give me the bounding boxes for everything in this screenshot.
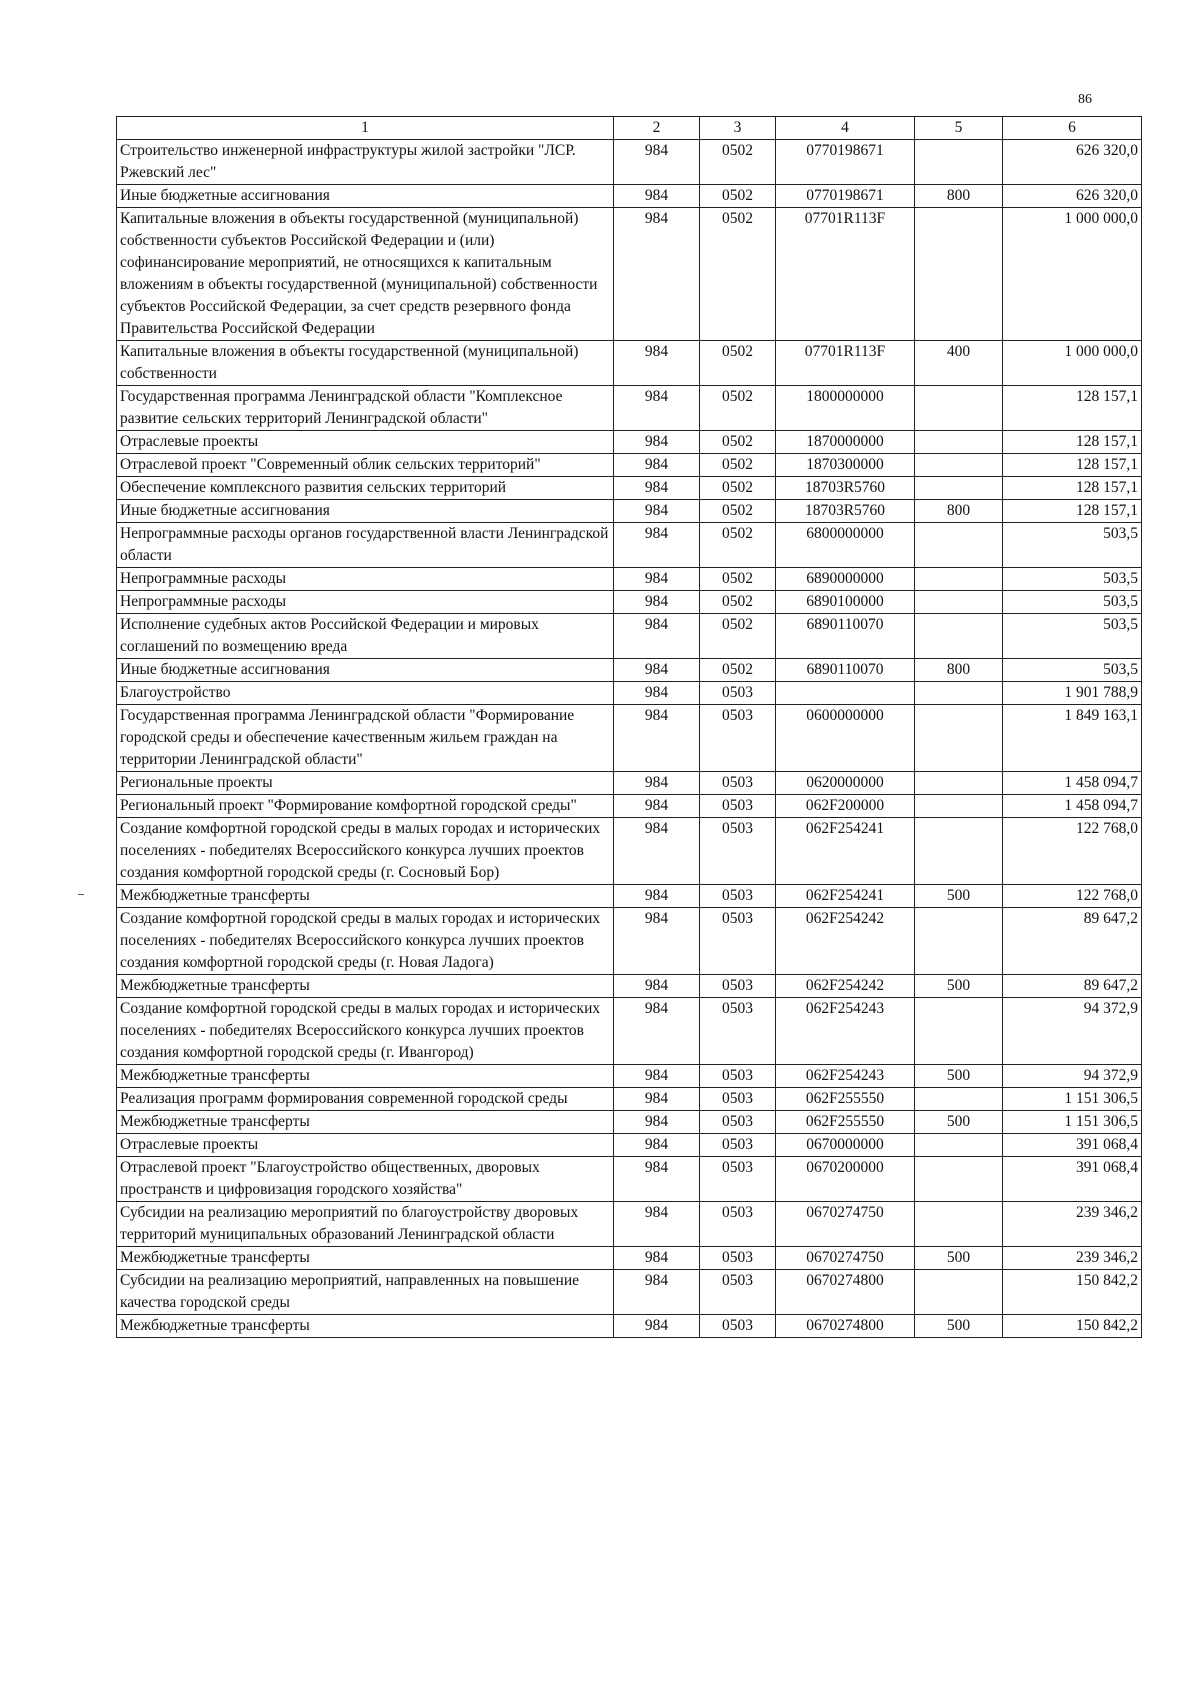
ministry-code-cell: 984 — [614, 614, 700, 659]
ministry-code-cell: 984 — [614, 818, 700, 885]
col-header: 6 — [1003, 117, 1142, 140]
section-code-cell: 0502 — [700, 185, 776, 208]
ministry-code-cell: 984 — [614, 908, 700, 975]
amount-cell: 128 157,1 — [1003, 431, 1142, 454]
amount-cell: 150 842,2 — [1003, 1315, 1142, 1338]
amount-cell: 128 157,1 — [1003, 454, 1142, 477]
section-code-cell: 0502 — [700, 454, 776, 477]
target-article-cell: 0670274750 — [776, 1202, 915, 1247]
expense-type-cell — [915, 908, 1003, 975]
target-article-cell: 07701R113F — [776, 208, 915, 341]
section-code-cell: 0503 — [700, 998, 776, 1065]
amount-cell: 391 068,4 — [1003, 1134, 1142, 1157]
table-row — [117, 1202, 1142, 1247]
table-row — [117, 772, 1142, 795]
table-row — [117, 1247, 1142, 1270]
table-row — [117, 1134, 1142, 1157]
section-code-cell: 0503 — [700, 682, 776, 705]
col-header: 5 — [915, 117, 1003, 140]
item-name-cell: Реализация программ формирования современной городской среды — [117, 1088, 614, 1111]
table-row — [117, 885, 1142, 908]
table-row — [117, 568, 1142, 591]
ministry-code-cell: 984 — [614, 1157, 700, 1202]
section-code-cell: 0503 — [700, 1088, 776, 1111]
amount-cell: 1 458 094,7 — [1003, 795, 1142, 818]
table-row — [117, 591, 1142, 614]
ministry-code-cell: 984 — [614, 185, 700, 208]
section-code-cell: 0503 — [700, 705, 776, 772]
col-header: 3 — [700, 117, 776, 140]
section-code-cell: 0502 — [700, 140, 776, 185]
amount-cell: 1 901 788,9 — [1003, 682, 1142, 705]
target-article-cell: 6800000000 — [776, 523, 915, 568]
table-row — [117, 341, 1142, 386]
table-row — [117, 140, 1142, 185]
target-article-cell: 062F200000 — [776, 795, 915, 818]
col-header: 4 — [776, 117, 915, 140]
amount-cell: 89 647,2 — [1003, 975, 1142, 998]
expense-type-cell — [915, 818, 1003, 885]
expense-type-cell — [915, 1270, 1003, 1315]
amount-cell: 239 346,2 — [1003, 1202, 1142, 1247]
section-code-cell: 0503 — [700, 885, 776, 908]
section-code-cell: 0502 — [700, 500, 776, 523]
item-name-cell: Иные бюджетные ассигнования — [117, 185, 614, 208]
target-article-cell: 0670274800 — [776, 1315, 915, 1338]
expense-type-cell — [915, 998, 1003, 1065]
item-name-cell: Исполнение судебных актов Российской Федерации и мировых соглашений по возмещению вреда — [117, 614, 614, 659]
amount-cell: 503,5 — [1003, 568, 1142, 591]
table-row — [117, 1157, 1142, 1202]
item-name-cell: Отраслевой проект "Благоустройство общественных, дворовых пространств и цифровизация городского хозяйства" — [117, 1157, 614, 1202]
expense-type-cell: 800 — [915, 185, 1003, 208]
amount-cell: 94 372,9 — [1003, 1065, 1142, 1088]
section-code-cell: 0503 — [700, 1065, 776, 1088]
page-number: 86 — [1078, 92, 1092, 107]
target-article-cell: 062F254242 — [776, 975, 915, 998]
section-code-cell: 0502 — [700, 614, 776, 659]
expense-type-cell — [915, 431, 1003, 454]
section-code-cell: 0502 — [700, 568, 776, 591]
amount-cell: 503,5 — [1003, 523, 1142, 568]
expense-type-cell — [915, 477, 1003, 500]
table-body — [117, 140, 1142, 1338]
item-name-cell: Субсидии на реализацию мероприятий по благоустройству дворовых территорий муниципальных образований Ленинградской области — [117, 1202, 614, 1247]
expense-type-cell — [915, 523, 1003, 568]
amount-cell: 626 320,0 — [1003, 140, 1142, 185]
table-row — [117, 185, 1142, 208]
target-article-cell: 07701R113F — [776, 341, 915, 386]
target-article-cell: 062F254243 — [776, 1065, 915, 1088]
ministry-code-cell: 984 — [614, 1202, 700, 1247]
amount-cell: 128 157,1 — [1003, 500, 1142, 523]
item-name-cell: Государственная программа Ленинградской области "Комплексное развитие сельских территорий Ленинградской области" — [117, 386, 614, 431]
ministry-code-cell: 984 — [614, 772, 700, 795]
target-article-cell: 6890110070 — [776, 659, 915, 682]
item-name-cell: Капитальные вложения в объекты государственной (муниципальной) собственности — [117, 341, 614, 386]
ministry-code-cell: 984 — [614, 500, 700, 523]
ministry-code-cell: 984 — [614, 659, 700, 682]
section-code-cell: 0503 — [700, 1247, 776, 1270]
section-code-cell: 0502 — [700, 591, 776, 614]
section-code-cell: 0502 — [700, 477, 776, 500]
table-row — [117, 523, 1142, 568]
item-name-cell: Межбюджетные трансферты — [117, 1065, 614, 1088]
ministry-code-cell: 984 — [614, 568, 700, 591]
table-row — [117, 818, 1142, 885]
item-name-cell: Отраслевые проекты — [117, 431, 614, 454]
item-name-cell: Непрограммные расходы органов государственной власти Ленинградской области — [117, 523, 614, 568]
target-article-cell: 0620000000 — [776, 772, 915, 795]
section-code-cell: 0502 — [700, 386, 776, 431]
section-code-cell: 0503 — [700, 772, 776, 795]
expense-type-cell: 500 — [915, 975, 1003, 998]
amount-cell: 128 157,1 — [1003, 386, 1142, 431]
section-code-cell: 0503 — [700, 818, 776, 885]
target-article-cell: 0670274750 — [776, 1247, 915, 1270]
table-row — [117, 208, 1142, 341]
table-row — [117, 500, 1142, 523]
ministry-code-cell: 984 — [614, 1270, 700, 1315]
ministry-code-cell: 984 — [614, 885, 700, 908]
table-row — [117, 1065, 1142, 1088]
item-name-cell: Региональные проекты — [117, 772, 614, 795]
amount-cell: 1 151 306,5 — [1003, 1088, 1142, 1111]
margin-mark — [78, 894, 84, 895]
target-article-cell: 0670000000 — [776, 1134, 915, 1157]
target-article-cell: 062F255550 — [776, 1088, 915, 1111]
ministry-code-cell: 984 — [614, 477, 700, 500]
section-code-cell: 0502 — [700, 431, 776, 454]
ministry-code-cell: 984 — [614, 998, 700, 1065]
table-row — [117, 705, 1142, 772]
target-article-cell: 18703R5760 — [776, 500, 915, 523]
target-article-cell: 062F254243 — [776, 998, 915, 1065]
ministry-code-cell: 984 — [614, 208, 700, 341]
ministry-code-cell: 984 — [614, 523, 700, 568]
amount-cell: 1 000 000,0 — [1003, 208, 1142, 341]
ministry-code-cell: 984 — [614, 795, 700, 818]
expense-type-cell: 500 — [915, 1065, 1003, 1088]
amount-cell: 89 647,2 — [1003, 908, 1142, 975]
item-name-cell: Непрограммные расходы — [117, 568, 614, 591]
table-row — [117, 1315, 1142, 1338]
ministry-code-cell: 984 — [614, 591, 700, 614]
ministry-code-cell: 984 — [614, 1134, 700, 1157]
ministry-code-cell: 984 — [614, 1088, 700, 1111]
col-header: 1 — [117, 117, 614, 140]
expense-type-cell — [915, 1202, 1003, 1247]
expense-type-cell — [915, 795, 1003, 818]
amount-cell: 391 068,4 — [1003, 1157, 1142, 1202]
amount-cell: 1 000 000,0 — [1003, 341, 1142, 386]
item-name-cell: Субсидии на реализацию мероприятий, направленных на повышение качества городской среды — [117, 1270, 614, 1315]
target-article-cell: 1870000000 — [776, 431, 915, 454]
item-name-cell: Создание комфортной городской среды в малых городах и исторических поселениях - победителях Всероссийского конкурса лучших проектов создания комфортной городской среды (г. Сосновый Бор) — [117, 818, 614, 885]
table-row — [117, 975, 1142, 998]
amount-cell: 1 151 306,5 — [1003, 1111, 1142, 1134]
section-code-cell: 0503 — [700, 1315, 776, 1338]
item-name-cell: Межбюджетные трансферты — [117, 1247, 614, 1270]
table-row — [117, 614, 1142, 659]
expense-type-cell — [915, 454, 1003, 477]
amount-cell: 122 768,0 — [1003, 818, 1142, 885]
amount-cell: 150 842,2 — [1003, 1270, 1142, 1315]
ministry-code-cell: 984 — [614, 454, 700, 477]
expense-type-cell — [915, 1134, 1003, 1157]
section-code-cell: 0502 — [700, 208, 776, 341]
item-name-cell: Государственная программа Ленинградской области "Формирование городской среды и обеспечение качественным жильем граждан на территории Ленинградской области" — [117, 705, 614, 772]
ministry-code-cell: 984 — [614, 705, 700, 772]
ministry-code-cell: 984 — [614, 1111, 700, 1134]
item-name-cell: Региональный проект "Формирование комфортной городской среды" — [117, 795, 614, 818]
section-code-cell: 0503 — [700, 908, 776, 975]
table-row — [117, 1270, 1142, 1315]
amount-cell: 1 458 094,7 — [1003, 772, 1142, 795]
expense-type-cell — [915, 705, 1003, 772]
expense-type-cell — [915, 208, 1003, 341]
ministry-code-cell: 984 — [614, 682, 700, 705]
amount-cell: 239 346,2 — [1003, 1247, 1142, 1270]
table-row — [117, 908, 1142, 975]
item-name-cell: Межбюджетные трансферты — [117, 885, 614, 908]
table-row — [117, 998, 1142, 1065]
target-article-cell — [776, 682, 915, 705]
amount-cell: 626 320,0 — [1003, 185, 1142, 208]
target-article-cell: 0670274800 — [776, 1270, 915, 1315]
expense-type-cell — [915, 614, 1003, 659]
target-article-cell: 6890000000 — [776, 568, 915, 591]
item-name-cell: Межбюджетные трансферты — [117, 1315, 614, 1338]
amount-cell: 1 849 163,1 — [1003, 705, 1142, 772]
table-row — [117, 454, 1142, 477]
amount-cell: 503,5 — [1003, 614, 1142, 659]
section-code-cell: 0503 — [700, 1270, 776, 1315]
target-article-cell: 0770198671 — [776, 140, 915, 185]
item-name-cell: Непрограммные расходы — [117, 591, 614, 614]
target-article-cell: 18703R5760 — [776, 477, 915, 500]
amount-cell: 128 157,1 — [1003, 477, 1142, 500]
item-name-cell: Отраслевые проекты — [117, 1134, 614, 1157]
ministry-code-cell: 984 — [614, 386, 700, 431]
ministry-code-cell: 984 — [614, 1065, 700, 1088]
item-name-cell: Иные бюджетные ассигнования — [117, 500, 614, 523]
table-row — [117, 1111, 1142, 1134]
target-article-cell: 062F255550 — [776, 1111, 915, 1134]
section-code-cell: 0502 — [700, 341, 776, 386]
item-name-cell: Межбюджетные трансферты — [117, 975, 614, 998]
item-name-cell: Межбюджетные трансферты — [117, 1111, 614, 1134]
expense-type-cell — [915, 682, 1003, 705]
expense-type-cell: 500 — [915, 1315, 1003, 1338]
ministry-code-cell: 984 — [614, 1247, 700, 1270]
expense-type-cell — [915, 140, 1003, 185]
expense-type-cell: 800 — [915, 659, 1003, 682]
table-row — [117, 386, 1142, 431]
amount-cell: 503,5 — [1003, 591, 1142, 614]
section-code-cell: 0502 — [700, 659, 776, 682]
ministry-code-cell: 984 — [614, 1315, 700, 1338]
item-name-cell: Отраслевой проект "Современный облик сельских территорий" — [117, 454, 614, 477]
ministry-code-cell: 984 — [614, 431, 700, 454]
target-article-cell: 0670200000 — [776, 1157, 915, 1202]
item-name-cell: Благоустройство — [117, 682, 614, 705]
section-code-cell: 0503 — [700, 975, 776, 998]
item-name-cell: Создание комфортной городской среды в малых городах и исторических поселениях - победителях Всероссийского конкурса лучших проектов создания комфортной городской среды (г. Новая Ладога) — [117, 908, 614, 975]
target-article-cell: 6890110070 — [776, 614, 915, 659]
expense-type-cell: 800 — [915, 500, 1003, 523]
header-row — [117, 117, 1142, 140]
target-article-cell: 062F254241 — [776, 885, 915, 908]
amount-cell: 94 372,9 — [1003, 998, 1142, 1065]
section-code-cell: 0503 — [700, 1202, 776, 1247]
expense-type-cell — [915, 386, 1003, 431]
target-article-cell: 0770198671 — [776, 185, 915, 208]
item-name-cell: Капитальные вложения в объекты государственной (муниципальной) собственности субъектов Российской Федерации и (или) софинансирование мероприятий, не относящихся к капитальным вложениям в объекты государственной (муниципальной) собственности субъектов Российской Федерации, за счет средств резервного фонда Правительства Российской Федерации — [117, 208, 614, 341]
expense-type-cell: 500 — [915, 885, 1003, 908]
section-code-cell: 0503 — [700, 1111, 776, 1134]
budget-table — [116, 116, 1142, 1338]
expense-type-cell — [915, 1088, 1003, 1111]
item-name-cell: Строительство инженерной инфраструктуры жилой застройки "ЛСР. Ржевский лес" — [117, 140, 614, 185]
amount-cell: 122 768,0 — [1003, 885, 1142, 908]
target-article-cell: 6890100000 — [776, 591, 915, 614]
target-article-cell: 062F254242 — [776, 908, 915, 975]
target-article-cell: 062F254241 — [776, 818, 915, 885]
ministry-code-cell: 984 — [614, 341, 700, 386]
section-code-cell: 0503 — [700, 1157, 776, 1202]
ministry-code-cell: 984 — [614, 140, 700, 185]
col-header: 2 — [614, 117, 700, 140]
target-article-cell: 0600000000 — [776, 705, 915, 772]
expense-type-cell: 500 — [915, 1111, 1003, 1134]
section-code-cell: 0502 — [700, 523, 776, 568]
table-row — [117, 477, 1142, 500]
expense-type-cell: 500 — [915, 1247, 1003, 1270]
expense-type-cell: 400 — [915, 341, 1003, 386]
table-row — [117, 682, 1142, 705]
amount-cell: 503,5 — [1003, 659, 1142, 682]
table-row — [117, 431, 1142, 454]
target-article-cell: 1800000000 — [776, 386, 915, 431]
section-code-cell: 0503 — [700, 795, 776, 818]
expense-type-cell — [915, 591, 1003, 614]
table-row — [117, 659, 1142, 682]
target-article-cell: 1870300000 — [776, 454, 915, 477]
expense-type-cell — [915, 1157, 1003, 1202]
expense-type-cell — [915, 568, 1003, 591]
item-name-cell: Создание комфортной городской среды в малых городах и исторических поселениях - победителях Всероссийского конкурса лучших проектов создания комфортной городской среды (г. Ивангород) — [117, 998, 614, 1065]
expense-type-cell — [915, 772, 1003, 795]
section-code-cell: 0503 — [700, 1134, 776, 1157]
table-row — [117, 1088, 1142, 1111]
item-name-cell: Иные бюджетные ассигнования — [117, 659, 614, 682]
table-row — [117, 795, 1142, 818]
item-name-cell: Обеспечение комплексного развития сельских территорий — [117, 477, 614, 500]
ministry-code-cell: 984 — [614, 975, 700, 998]
